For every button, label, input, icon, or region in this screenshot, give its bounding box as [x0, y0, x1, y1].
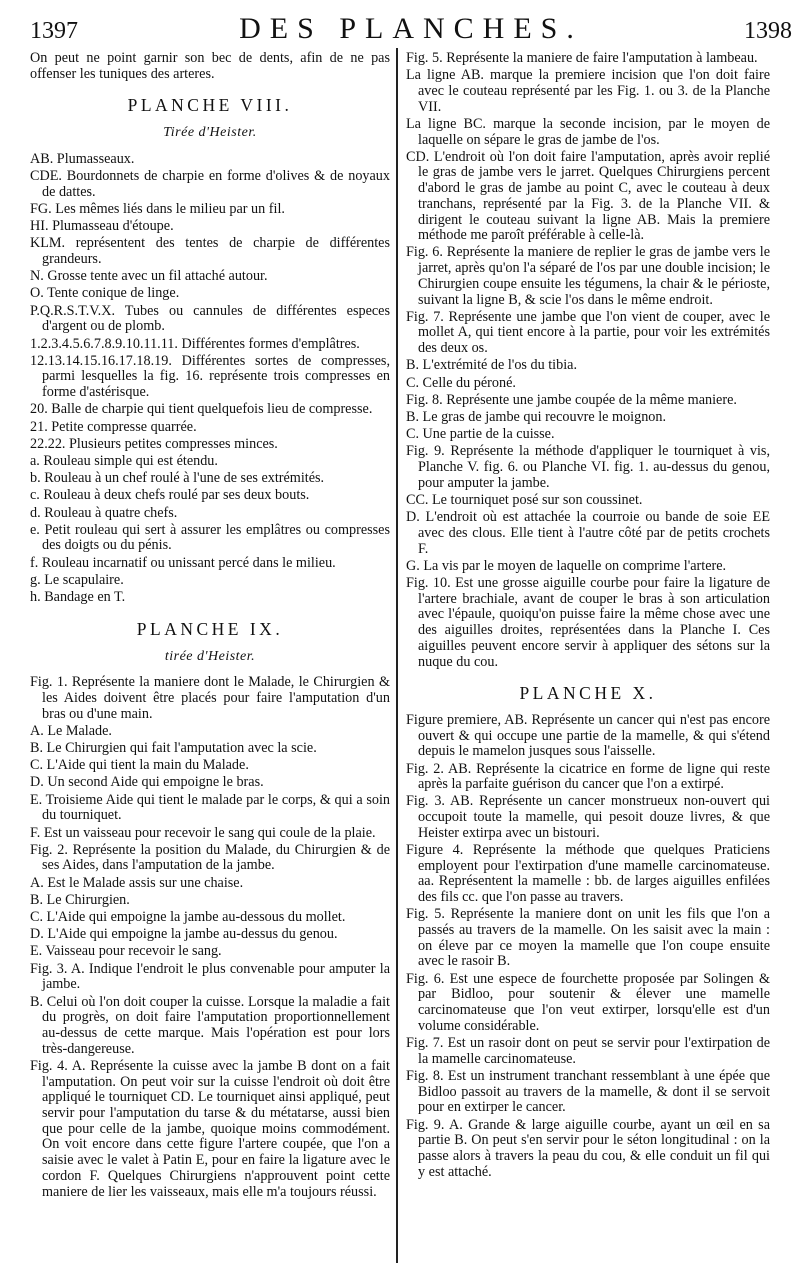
- legend-entry: A. Est le Malade assis sur une chaise.: [30, 874, 244, 891]
- legend-entry: Figure 4. Représente la méthode que quelques Praticiens employent pour l'extirpation d'une mamelle carcinomateuse. aa. Représentent la mamelle : bb. de larges aiguilles enfilées des fils cc. que l'on passe au travers.: [406, 842, 770, 906]
- legend-entry: 12.13.14.15.16.17.18.19. Différentes sortes de compresses, parmi lesquelles la fig. 16. représente trois compresses en forme d'astérisque.: [30, 352, 390, 401]
- legend-entry: Fig. 6. Est une espece de fourchette proposée par Solingen & par Bidloo, pour soutenir & élever une mamelle carcinomateuse que l'on veut extirper, lorsqu'elle est d'un volume considérable.: [406, 970, 770, 1034]
- legend-entry: P.Q.R.S.T.V.X. Tubes ou cannules de différentes especes d'argent ou de plomb.: [30, 302, 390, 335]
- legend-entry: CC. Le tourniquet posé sur son coussinet.: [406, 491, 643, 508]
- legend-entry: O. Tente conique de linge.: [30, 285, 180, 302]
- legend-entry: FG. Les mêmes liés dans le milieu par un fil.: [30, 200, 285, 217]
- legend-entry: B. Le gras de jambe qui recouvre le moignon.: [406, 408, 667, 425]
- legend-entry: Fig. 5. Représente la maniere dont on unit les fils que l'on a passés au travers de la mamelle. On les saisit avec la main : on éleve par ce moyen la mamelle que l'on coupe ensuite avec le rasoir B.: [406, 906, 770, 970]
- legend-entry: N. Grosse tente avec un fil attaché autour.: [30, 268, 268, 285]
- legend-entry: b. Rouleau à un chef roulé à l'une de ses extrémités.: [30, 470, 325, 487]
- legend-entry: Figure premiere, AB. Représente un cancer qui n'est pas encore ouvert & qui occupe une partie de la mamelle, & qui s'étend depuis le mamelon jusques sous l'aisselle.: [406, 711, 770, 760]
- right-column: [406, 51, 770, 1182]
- legend-entry: Fig. 2. AB. Représente la cicatrice en forme de ligne qui reste après la parfaite guérison du cancer que l'on a extirpé.: [406, 760, 770, 793]
- plate-heading: PLANCHE IX.: [136, 618, 284, 639]
- paragraph-continued: On peut ne point garnir son bec de dents, afin de ne pas offenser les tuniques des arteres.: [30, 50, 390, 82]
- legend-entry: AB. Plumasseaux.: [30, 150, 135, 167]
- legend-entry: B. Celui où l'on doit couper la cuisse. Lorsque la maladie a fait du progrès, on doit faire l'amputation proportionnellement au-dessus de cette marque. Mais l'opération est pour lors très-dangereuse.: [30, 993, 390, 1057]
- legend-entry: G. La vis par le moyen de laquelle on comprime l'artere.: [406, 557, 727, 574]
- legend-entry: e. Petit rouleau qui sert à assurer les emplâtres ou compresses des doigts ou du pénis.: [30, 521, 390, 554]
- legend-entry: Fig. 5. Représente la maniere de faire l'amputation à lambeau.: [406, 50, 758, 66]
- legend-entry: c. Rouleau à deux chefs roulé par ses deux bouts.: [30, 487, 310, 504]
- legend-entry: Fig. 10. Est une grosse aiguille courbe pour faire la ligature de l'artere brachiale, avant de couper le bras à son articulation avec l'épaule, quoiqu'on puisse faire la même chose avec une des aiguilles droites, représentées dans la Planche I. Ces aiguilles peuvent encore servir à appliquer des sétons sur la nuque du cou.: [406, 575, 770, 670]
- legend-entry: D. L'endroit où est attachée la courroie ou bande de soie EE avec des clous. Elle tient à l'autre côté par de petits crochets F.: [406, 509, 770, 557]
- plate-heading: PLANCHE X.: [519, 683, 657, 704]
- legend-entry: C. Celle du péroné.: [406, 374, 516, 391]
- legend-entry: D. L'Aide qui empoigne la jambe au-dessus du genou.: [30, 926, 338, 943]
- running-header: [30, 12, 792, 50]
- legend-entry: 1.2.3.4.5.6.7.8.9.10.11.11. Différentes formes d'emplâtres.: [30, 335, 360, 352]
- legend-entry: B. L'extrémité de l'os du tibia.: [406, 357, 577, 374]
- legend-entry: Fig. 1. Représente la maniere dont le Malade, le Chirurgien & les Aides doivent être placés pour faire l'amputation d'un bras ou d'une main.: [30, 674, 390, 722]
- legend-entry: A. Le Malade.: [30, 722, 112, 739]
- legend-entry: d. Rouleau à quatre chefs.: [30, 504, 178, 521]
- legend-entry: Fig. 9. Représente la méthode d'appliquer le tourniquet à vis, Planche V. fig. 6. ou Planche VI. fig. 1. au-dessus du genou, pour amputer la jambe.: [406, 443, 770, 491]
- legend-entry: Fig. 6. Représente la maniere de replier le gras de jambe vers le jarret, après qu'on l'a séparé de l'os par une double incision; le Chirurgien coupe ensuite les tégumens, la chair & le périoste, suivant la ligne B, & scie l'os dans le même endroit.: [406, 244, 770, 308]
- legend-entry: E. Vaisseau pour recevoir le sang.: [30, 943, 222, 960]
- legend-entry: 21. Petite compresse quarrée.: [30, 418, 197, 435]
- legend-entry: a. Rouleau simple qui est étendu.: [30, 452, 218, 469]
- legend-entry: CDE. Bourdonnets de charpie en forme d'olives & de noyaux de dattes.: [30, 168, 390, 200]
- legend-entry: KLM. représentent des tentes de charpie de différentes grandeurs.: [30, 235, 390, 268]
- legend-entry: F. Est un vaisseau pour recevoir le sang qui coule de la plaie.: [30, 824, 376, 841]
- legend-entry: Fig. 2. Représente la position du Malade, du Chirurgien & de ses Aides, dans l'amputation de la jambe.: [30, 841, 390, 874]
- running-title: DES PLANCHES.: [239, 12, 583, 45]
- legend-entry: 20. Balle de charpie qui tient quelquefois lieu de compresse.: [30, 401, 373, 418]
- legend-entry: B. Le Chirurgien qui fait l'amputation avec la scie.: [30, 740, 317, 757]
- legend-entry: g. Le scapulaire.: [30, 571, 124, 588]
- legend-entry: Fig. 8. Représente une jambe coupée de la même maniere.: [406, 391, 737, 408]
- legend-entry: f. Rouleau incarnatif ou unissant percé dans le milieu.: [30, 554, 336, 571]
- legend-entry: D. Un second Aide qui empoigne le bras.: [30, 774, 264, 791]
- legend-entry: C. L'Aide qui empoigne la jambe au-dessous du mollet.: [30, 909, 346, 926]
- legend-entry: h. Bandage en T.: [30, 589, 126, 606]
- plate-source: tirée d'Heister.: [164, 648, 256, 664]
- legend-entry: Fig. 7. Représente une jambe que l'on vient de couper, avec le mollet A, qui tient encore à la partie, pour voir les extrémités des deux os.: [406, 308, 770, 357]
- legend-entry: Fig. 7. Est un rasoir dont on peut se servir pour l'extirpation de la mamelle carcinomateuse.: [406, 1034, 770, 1067]
- legend-entry: Fig. 4. A. Représente la cuisse avec la jambe B dont on a fait l'amputation. On peut voir sur la cuisse l'endroit où doit être appliqué le tourniquet CD. Le tourniquet ainsi appliqué, peut servir pour l'amputation du tarse & du métatarse, aussi bien que pour celle de la jambe, quoique moins commodément. On voit encore dans cette figure l'artere coupée, que l'on a saisie avec le valet à Patin E, pour en faire la ligature avec le cordon F. Quelques Chirurgiens n'approuvent point cette maniere de lier les vaisseaux, mais elle m'a toujours réussi.: [30, 1057, 390, 1200]
- legend-entry: E. Troisieme Aide qui tient le malade par le corps, & qui a soin du tourniquet.: [30, 791, 390, 824]
- legend-entry: CD. L'endroit où l'on doit faire l'amputation, après avoir replié le gras de jambe vers le jarret. Quelques Chirurgiens percent d'abord le gras de jambe au point C, avec le couteau à deux tranchans, représenté par la Fig. 3. de la Planche VII. & dirigent le couteau suivant la ligne AB. Mais la premiere méthode me paroît préférable à celle-là.: [406, 148, 770, 244]
- plate-source: Tirée d'Heister.: [163, 125, 257, 141]
- legend-entry: La ligne BC. marque la seconde incision, par le moyen de laquelle on sépare le gras de jambe de l'os.: [406, 115, 770, 148]
- left-column: [30, 51, 390, 1202]
- legend-entry: B. Le Chirurgien.: [30, 891, 130, 908]
- legend-entry: Fig. 8. Est un instrument tranchant ressemblant à une épée que Bidloo passoit au travers de la mamelle, & dont il se servoit pour en extirper le cancer.: [406, 1067, 770, 1116]
- column-divider: [396, 48, 398, 1263]
- legend-entry: Fig. 3. A. Indique l'endroit le plus convenable pour amputer la jambe.: [30, 960, 390, 993]
- page-number-left: 1397: [30, 18, 78, 44]
- legend-entry: 22.22. Plusieurs petites compresses minces.: [30, 435, 278, 452]
- legend-entry: Fig. 3. AB. Représente un cancer monstrueux non-ouvert qui occupoit toute la mamelle, qui pesoit douze livres, & que Heister extirpa avec un bistouri.: [406, 793, 770, 841]
- legend-entry: C. L'Aide qui tient la main du Malade.: [30, 757, 249, 774]
- page-number-right: 1398: [744, 18, 792, 44]
- legend-entry: La ligne AB. marque la premiere incision que l'on doit faire avec le couteau représenté par les Fig. 1. ou 3. de la Planche VII.: [406, 67, 770, 115]
- legend-entry: Fig. 9. A. Grande & large aiguille courbe, ayant un œil en sa partie B. On peut s'en servir pour le séton longitudinal : on la passe alors à travers la peau du cou, & elle conduit un fil qui y est attaché.: [406, 1116, 770, 1180]
- legend-entry: HI. Plumasseau d'étoupe.: [30, 218, 174, 235]
- plate-heading: PLANCHE VIII.: [127, 95, 293, 116]
- legend-entry: C. Une partie de la cuisse.: [406, 426, 555, 443]
